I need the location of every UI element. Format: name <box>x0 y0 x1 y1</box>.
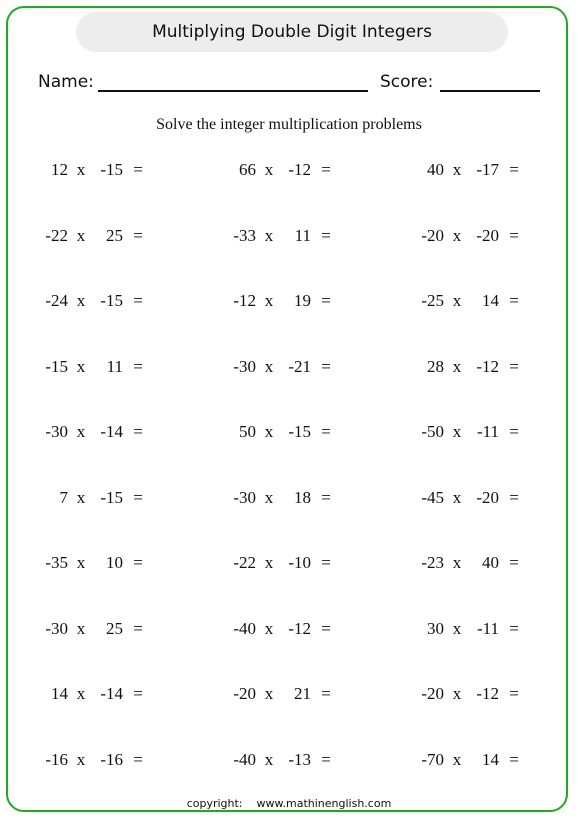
factor-a: -70 <box>421 750 444 769</box>
problem-item <box>384 291 524 313</box>
factor-b: -21 <box>288 357 311 376</box>
factor-a: -30 <box>233 357 256 376</box>
problem-item <box>196 357 336 379</box>
equals-sign: = <box>321 553 331 572</box>
equals-sign: = <box>133 226 143 245</box>
problem-item <box>8 357 148 379</box>
factor-a: -30 <box>233 488 256 507</box>
factor-a: -35 <box>45 553 68 572</box>
problem-item <box>384 160 524 182</box>
equals-sign: = <box>133 291 143 310</box>
equals-sign: = <box>321 226 331 245</box>
times-sign: x <box>452 160 462 179</box>
equals-sign: = <box>509 422 519 441</box>
factor-a: -25 <box>421 291 444 310</box>
equals-sign: = <box>133 160 143 179</box>
problem-item <box>8 619 148 641</box>
factor-a: -15 <box>45 357 68 376</box>
factor-a: -33 <box>233 226 256 245</box>
times-sign: x <box>76 160 86 179</box>
times-sign: x <box>264 422 274 441</box>
factor-b: -15 <box>288 422 311 441</box>
equals-sign: = <box>509 553 519 572</box>
equals-sign: = <box>509 357 519 376</box>
times-sign: x <box>264 750 274 769</box>
name-score-row <box>38 70 548 96</box>
factor-a: -40 <box>233 750 256 769</box>
factor-b: -13 <box>288 750 311 769</box>
equals-sign: = <box>133 684 143 703</box>
times-sign: x <box>452 291 462 310</box>
problem-item <box>196 488 336 510</box>
problem-item <box>384 357 524 379</box>
factor-a: 66 <box>239 160 256 179</box>
factor-b: -11 <box>476 619 499 638</box>
times-sign: x <box>264 684 274 703</box>
equals-sign: = <box>509 160 519 179</box>
times-sign: x <box>76 357 86 376</box>
factor-a: 30 <box>427 619 444 638</box>
problem-item <box>384 619 524 641</box>
factor-a: -45 <box>421 488 444 507</box>
problem-item <box>384 422 524 444</box>
factor-b: -17 <box>476 160 499 179</box>
factor-b: -12 <box>288 160 311 179</box>
factor-a: 28 <box>427 357 444 376</box>
times-sign: x <box>452 553 462 572</box>
problem-item <box>384 750 524 772</box>
problem-item <box>8 226 148 248</box>
problem-item <box>196 684 336 706</box>
factor-b: 14 <box>482 750 499 769</box>
times-sign: x <box>264 291 274 310</box>
factor-b: -15 <box>100 160 123 179</box>
problem-item <box>196 226 336 248</box>
times-sign: x <box>76 553 86 572</box>
factor-b: 19 <box>294 291 311 310</box>
factor-b: -12 <box>476 684 499 703</box>
factor-a: -16 <box>45 750 68 769</box>
factor-a: -20 <box>421 226 444 245</box>
times-sign: x <box>264 553 274 572</box>
equals-sign: = <box>133 422 143 441</box>
factor-a: -23 <box>421 553 444 572</box>
problem-item <box>8 160 148 182</box>
equals-sign: = <box>133 619 143 638</box>
equals-sign: = <box>133 488 143 507</box>
factor-b: -11 <box>476 422 499 441</box>
times-sign: x <box>76 291 86 310</box>
problem-item <box>196 422 336 444</box>
instructions: Solve the integer multiplication problems <box>156 116 422 133</box>
name-blank-line <box>98 90 368 92</box>
problem-item <box>196 553 336 575</box>
factor-b: -15 <box>100 291 123 310</box>
times-sign: x <box>264 357 274 376</box>
problem-item <box>384 684 524 706</box>
factor-b: 25 <box>106 226 123 245</box>
factor-b: 40 <box>482 553 499 572</box>
times-sign: x <box>264 488 274 507</box>
equals-sign: = <box>133 357 143 376</box>
score-blank-line <box>440 90 540 92</box>
times-sign: x <box>452 750 462 769</box>
factor-b: 11 <box>294 226 311 245</box>
factor-b: -12 <box>288 619 311 638</box>
equals-sign: = <box>509 750 519 769</box>
copyright-label: copyright: <box>186 797 243 810</box>
equals-sign: = <box>509 619 519 638</box>
factor-b: -14 <box>100 684 123 703</box>
problem-item <box>8 488 148 510</box>
worksheet-title <box>76 12 508 52</box>
factor-a: 40 <box>427 160 444 179</box>
factor-a: -22 <box>233 553 256 572</box>
problem-item <box>196 160 336 182</box>
problem-item <box>384 226 524 248</box>
factor-a: -30 <box>45 422 68 441</box>
factor-b: -16 <box>100 750 123 769</box>
times-sign: x <box>452 226 462 245</box>
factor-b: 18 <box>294 488 311 507</box>
times-sign: x <box>452 357 462 376</box>
equals-sign: = <box>133 553 143 572</box>
problem-item <box>384 553 524 575</box>
title-text: Multiplying Double Digit Integers <box>152 22 432 42</box>
equals-sign: = <box>321 291 331 310</box>
factor-b: -15 <box>100 488 123 507</box>
problem-item <box>384 488 524 510</box>
equals-sign: = <box>321 684 331 703</box>
factor-a: -30 <box>45 619 68 638</box>
equals-sign: = <box>321 619 331 638</box>
times-sign: x <box>264 160 274 179</box>
problem-item <box>8 750 148 772</box>
times-sign: x <box>76 619 86 638</box>
times-sign: x <box>76 684 86 703</box>
factor-b: -12 <box>476 357 499 376</box>
equals-sign: = <box>133 750 143 769</box>
factor-a: -40 <box>233 619 256 638</box>
factor-a: 14 <box>51 684 68 703</box>
factor-b: 11 <box>106 357 123 376</box>
equals-sign: = <box>509 684 519 703</box>
factor-b: -20 <box>476 226 499 245</box>
factor-a: 7 <box>59 488 68 507</box>
problem-item <box>196 619 336 641</box>
factor-b: -14 <box>100 422 123 441</box>
problem-item <box>196 291 336 313</box>
factor-b: 14 <box>482 291 499 310</box>
problem-item <box>8 291 148 313</box>
factor-b: -10 <box>288 553 311 572</box>
factor-a: 12 <box>51 160 68 179</box>
factor-a: -12 <box>233 291 256 310</box>
factor-b: 21 <box>294 684 311 703</box>
times-sign: x <box>452 619 462 638</box>
site-url: www.mathinenglish.com <box>256 797 392 810</box>
times-sign: x <box>76 226 86 245</box>
times-sign: x <box>452 422 462 441</box>
equals-sign: = <box>321 488 331 507</box>
times-sign: x <box>452 684 462 703</box>
factor-a: -50 <box>421 422 444 441</box>
times-sign: x <box>76 750 86 769</box>
factor-a: -22 <box>45 226 68 245</box>
times-sign: x <box>76 422 86 441</box>
score-label: Score: <box>380 72 434 92</box>
equals-sign: = <box>321 160 331 179</box>
equals-sign: = <box>321 357 331 376</box>
factor-b: -20 <box>476 488 499 507</box>
footer <box>0 797 578 810</box>
equals-sign: = <box>509 488 519 507</box>
factor-b: 25 <box>106 619 123 638</box>
factor-a: 50 <box>239 422 256 441</box>
times-sign: x <box>76 488 86 507</box>
factor-b: 10 <box>106 553 123 572</box>
name-label: Name: <box>38 72 94 92</box>
factor-a: -20 <box>233 684 256 703</box>
times-sign: x <box>264 226 274 245</box>
factor-a: -24 <box>45 291 68 310</box>
equals-sign: = <box>509 291 519 310</box>
equals-sign: = <box>509 226 519 245</box>
problem-item <box>8 684 148 706</box>
problem-item <box>8 422 148 444</box>
problem-item <box>8 553 148 575</box>
problem-item <box>196 750 336 772</box>
times-sign: x <box>264 619 274 638</box>
equals-sign: = <box>321 422 331 441</box>
equals-sign: = <box>321 750 331 769</box>
times-sign: x <box>452 488 462 507</box>
factor-a: -20 <box>421 684 444 703</box>
